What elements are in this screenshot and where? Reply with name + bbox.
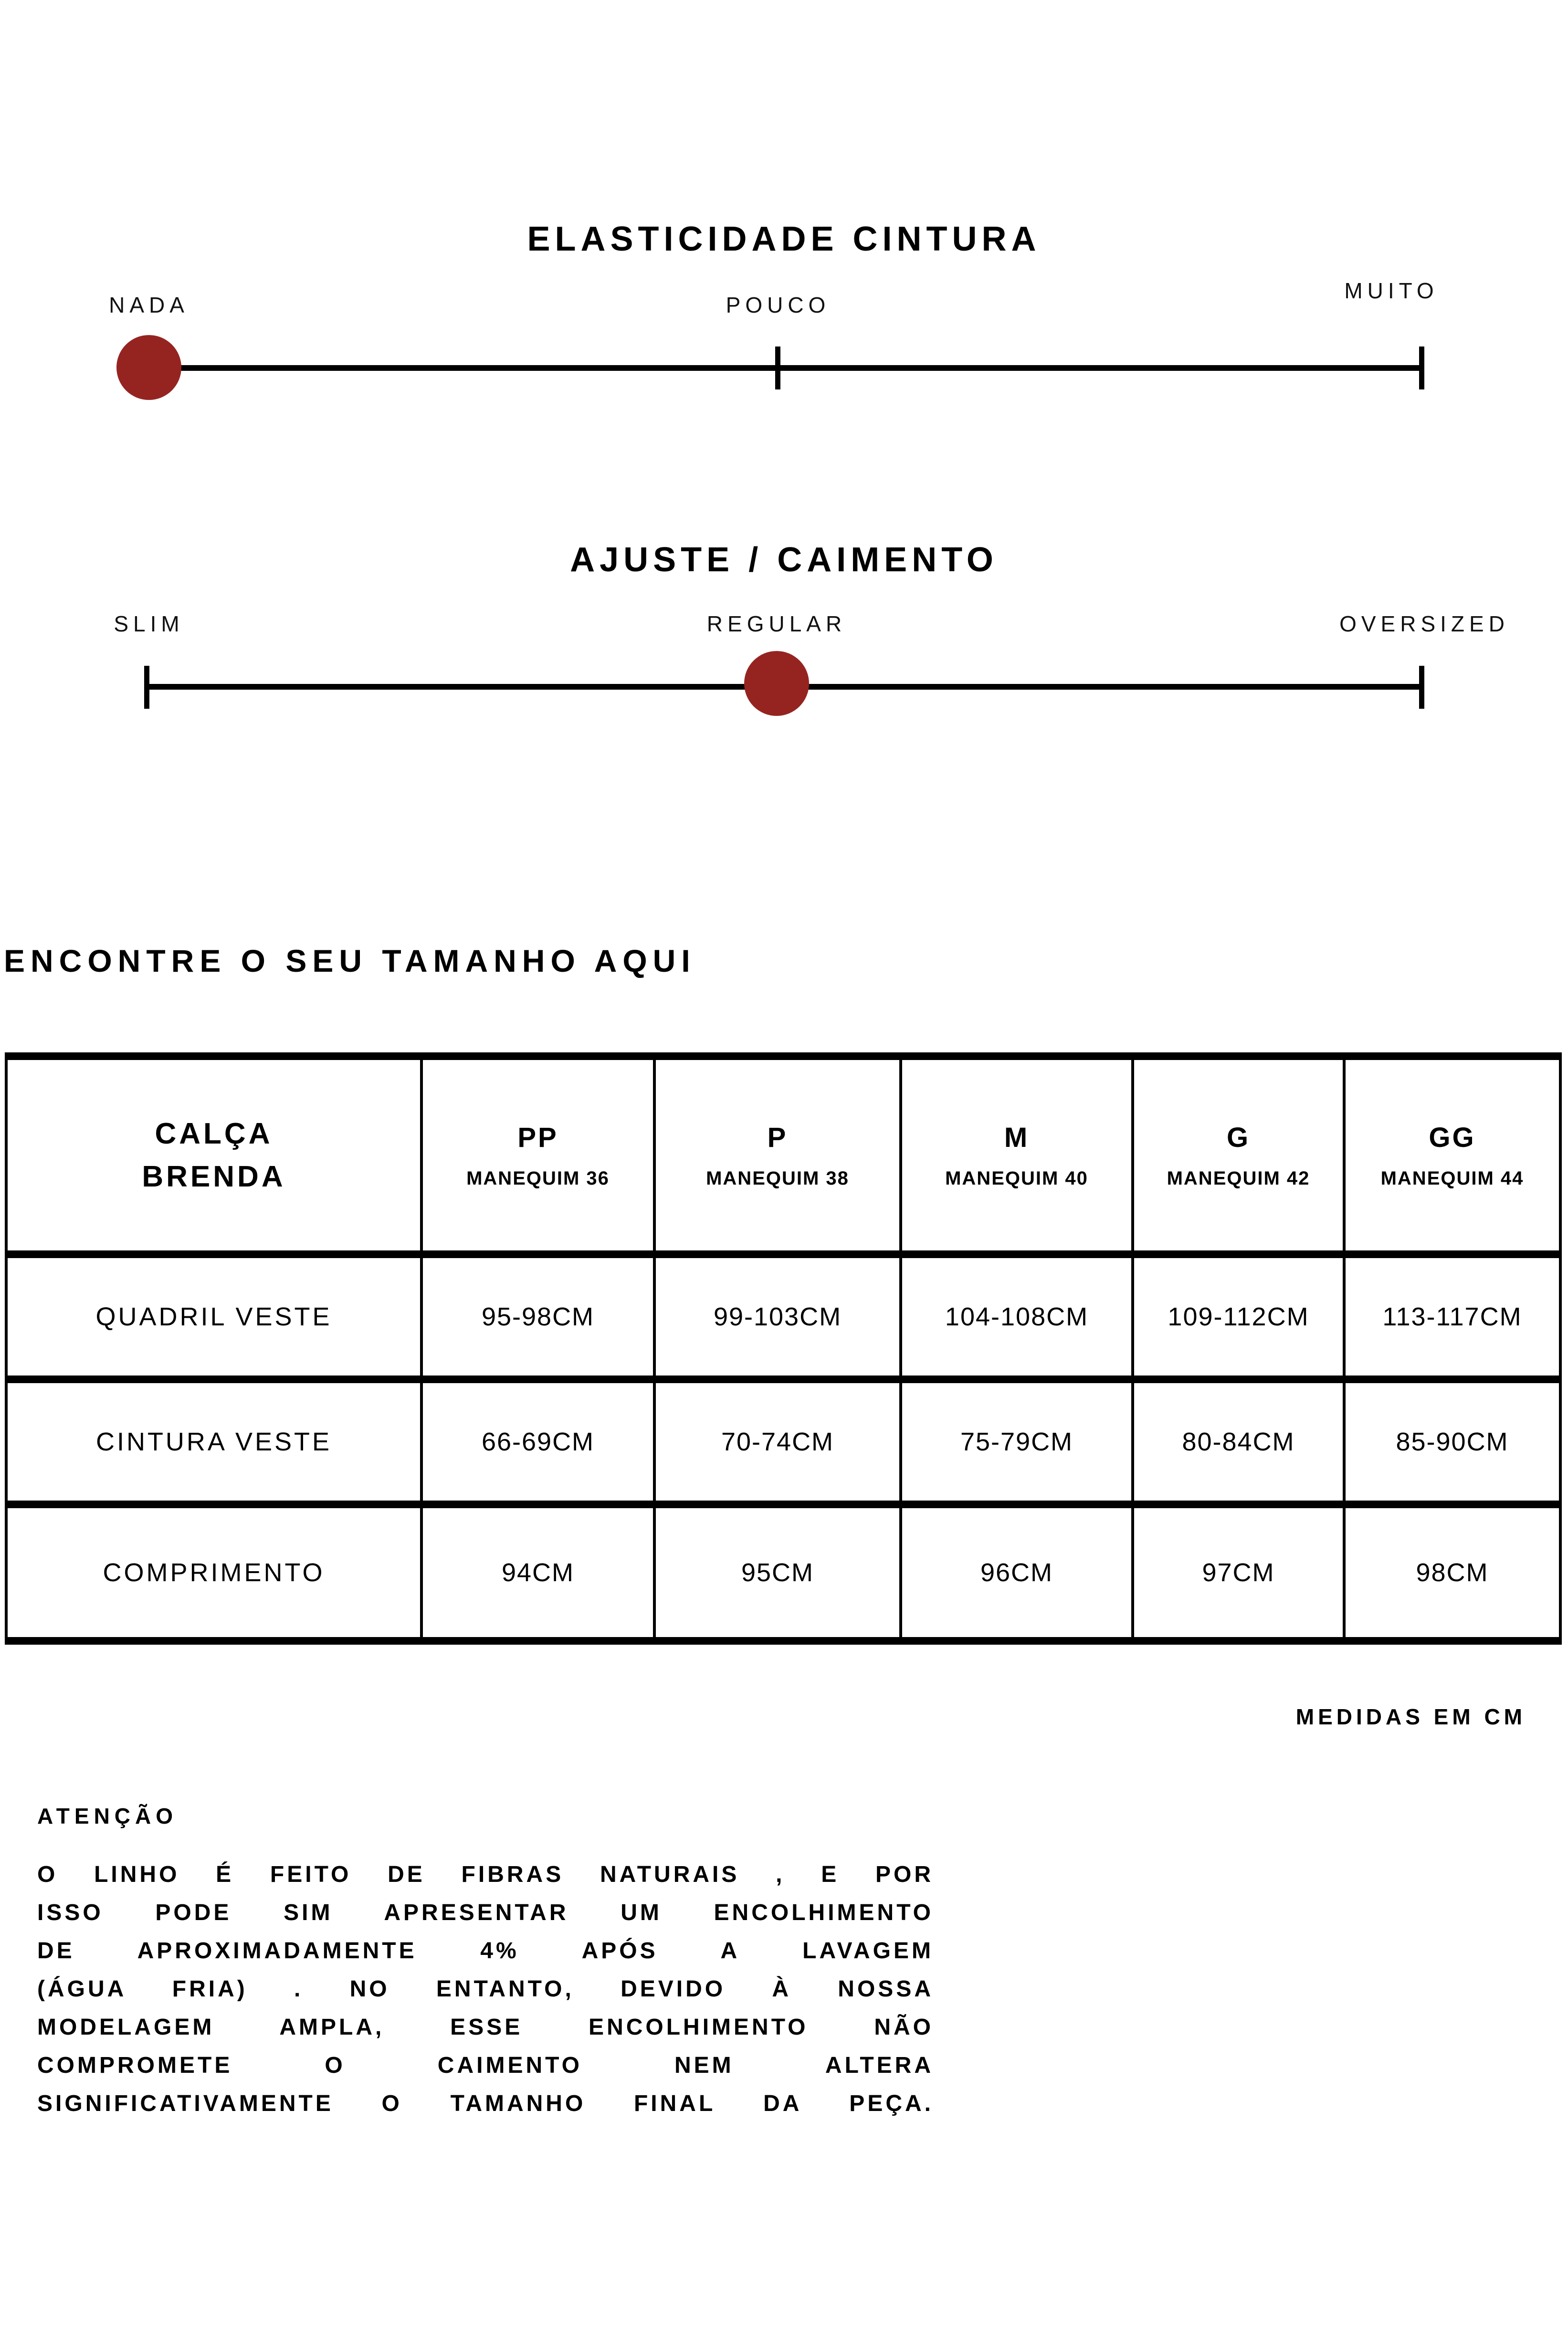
- table-cell: [1134, 1383, 1346, 1508]
- fit-tick-right: [1419, 666, 1424, 709]
- cell-value-text: 95-98CM: [481, 1302, 595, 1331]
- fit-label-regular: REGULAR: [706, 611, 847, 636]
- attention-line: ISSO PODE SIM APRESENTAR UM ENCOLHIMENTO: [37, 1900, 934, 1925]
- mannequin-36: MANEQUIM 36: [466, 1167, 610, 1189]
- row-label-text: COMPRIMENTO: [103, 1558, 325, 1587]
- table-header-pp: [423, 1060, 656, 1258]
- table-header-gg: [1346, 1060, 1559, 1258]
- attention-line: (ÁGUA FRIA) . NO ENTANTO, DEVIDO À NOSSA: [37, 1976, 934, 2002]
- table-header-g: [1134, 1060, 1346, 1258]
- table-cell: [902, 1258, 1134, 1383]
- attention-line: SIGNIFICATIVAMENTE O TAMANHO FINAL DA PEÇA.: [37, 2091, 934, 2116]
- elasticity-label-nada: NADA: [109, 293, 189, 317]
- table-row-label-cintura: [8, 1383, 423, 1508]
- cell-value-text: 99-103CM: [713, 1302, 842, 1331]
- elasticity-slider-dot: [116, 335, 181, 400]
- table-header-product: [8, 1060, 423, 1258]
- cell-value-text: 70-74CM: [721, 1428, 834, 1456]
- row-label-text: CINTURA VESTE: [95, 1428, 332, 1456]
- table-cell: [656, 1383, 902, 1508]
- table-header-p: [656, 1060, 902, 1258]
- table-row-label-quadril: [8, 1258, 423, 1383]
- cell-value-text: 75-79CM: [960, 1428, 1073, 1456]
- size-letter-g: G: [1226, 1122, 1251, 1153]
- elasticity-slider-track: [147, 365, 1422, 371]
- cell-value-text: 104-108CM: [945, 1302, 1089, 1331]
- table-cell: [423, 1383, 656, 1508]
- fit-label-oversized: OVERSIZED: [1339, 611, 1509, 636]
- attention-line: COMPROMETE O CAIMENTO NEM ALTERA: [37, 2053, 934, 2078]
- size-letter-p: P: [767, 1122, 788, 1153]
- cell-value-text: 95CM: [741, 1558, 814, 1587]
- attention-body: [37, 1856, 934, 2123]
- mannequin-38: MANEQUIM 38: [706, 1167, 849, 1189]
- table-cell: [656, 1258, 902, 1383]
- fit-slider-dot: [744, 651, 809, 716]
- table-cell: [1346, 1258, 1559, 1383]
- find-size-heading: ENCONTRE O SEU TAMANHO AQUI: [4, 943, 696, 978]
- cell-value-text: 96CM: [980, 1558, 1053, 1587]
- elasticity-label-muito: MUITO: [1344, 278, 1439, 303]
- elasticity-label-pouco: POUCO: [726, 293, 831, 317]
- table-cell: [902, 1383, 1134, 1508]
- cell-value-text: 97CM: [1202, 1558, 1275, 1587]
- product-name-line1: CALÇA: [155, 1117, 273, 1150]
- size-letter-pp: PP: [517, 1122, 558, 1153]
- cell-value-text: 109-112CM: [1168, 1302, 1309, 1331]
- cell-value-text: 66-69CM: [481, 1428, 595, 1456]
- mannequin-40: MANEQUIM 40: [945, 1167, 1088, 1189]
- table-cell: [1134, 1508, 1346, 1637]
- cell-value-text: 80-84CM: [1182, 1428, 1295, 1456]
- table-cell: [423, 1508, 656, 1637]
- product-name-line2: BRENDA: [142, 1160, 286, 1193]
- attention-line: DE APROXIMADAMENTE 4% APÓS A LAVAGEM: [37, 1938, 934, 1964]
- mannequin-44: MANEQUIM 44: [1380, 1167, 1524, 1189]
- fit-title: AJUSTE / CAIMENTO: [570, 541, 998, 579]
- mannequin-42: MANEQUIM 42: [1167, 1167, 1310, 1189]
- table-cell: [423, 1258, 656, 1383]
- size-table: [5, 1052, 1562, 1645]
- fit-label-slim: SLIM: [114, 611, 184, 636]
- table-cell: [1346, 1383, 1559, 1508]
- attention-line: MODELAGEM AMPLA, ESSE ENCOLHIMENTO NÃO: [37, 2015, 934, 2040]
- table-cell: [902, 1508, 1134, 1637]
- cell-value-text: 98CM: [1416, 1558, 1489, 1587]
- elasticity-tick-middle: [775, 346, 780, 389]
- row-label-text: QUADRIL VESTE: [95, 1302, 332, 1331]
- table-row-label-comprimento: [8, 1508, 423, 1637]
- attention-heading: ATENÇÃO: [37, 1804, 178, 1828]
- table-header-m: [902, 1060, 1134, 1258]
- size-letter-gg: GG: [1429, 1122, 1476, 1153]
- size-letter-m: M: [1004, 1122, 1030, 1153]
- cell-value-text: 113-117CM: [1382, 1302, 1522, 1331]
- units-note: MEDIDAS EM CM: [1295, 1704, 1526, 1729]
- table-cell: [656, 1508, 902, 1637]
- attention-line: O LINHO É FEITO DE FIBRAS NATURAIS , E POR: [37, 1862, 934, 1887]
- table-cell: [1134, 1258, 1346, 1383]
- elasticity-title: ELASTICIDADE CINTURA: [527, 220, 1041, 258]
- cell-value-text: 85-90CM: [1396, 1428, 1509, 1456]
- cell-value-text: 94CM: [501, 1558, 575, 1587]
- fit-tick-left: [144, 666, 149, 709]
- elasticity-tick-right: [1419, 346, 1424, 389]
- table-cell: [1346, 1508, 1559, 1637]
